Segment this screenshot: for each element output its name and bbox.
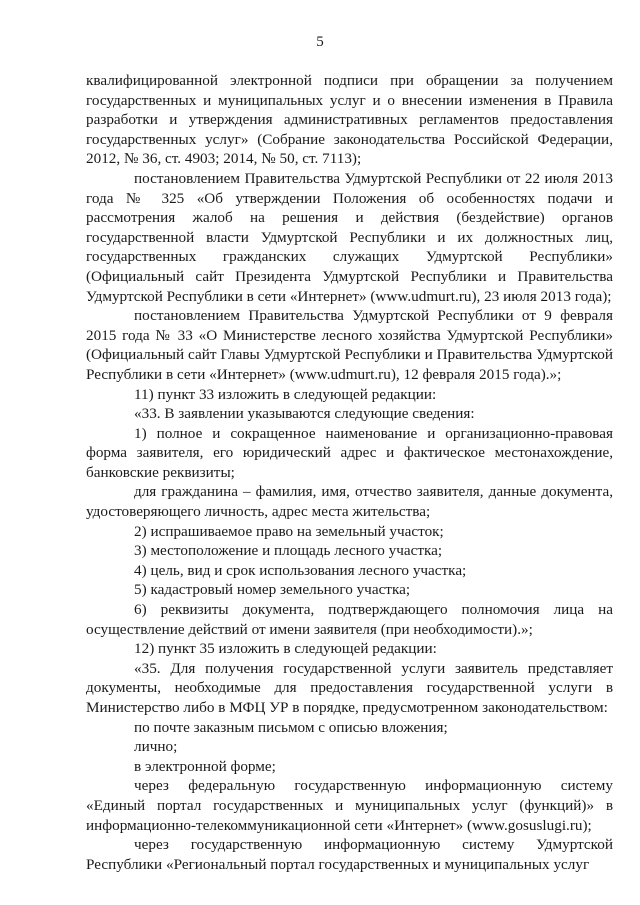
paragraph-list-item-6: 6) реквизиты документа, подтверждающего полномочия лица на осуществление действий от имени заявителя (при необходимости).»; [86, 601, 613, 638]
paragraph-resolution-325: постановлением Правительства Удмуртской Республики от 22 июля 2013 года № 325 «Об утверждении Положения об особенностях подачи и рассмотрения жалоб на решения и действия (бездействие) органов государственной власти Удмуртской Республики и их должностных лиц, государственных гражданских служащих Удмуртской Республики» (Официальный сайт Президента Удмуртской Республики и Правительства Удмуртской Республики в сети «Интернет» (www.udmurt.ru), 23 июля 2013 года); [86, 169, 613, 305]
paragraph-list-item-2: 2) испрашиваемое право на земельный участок; [134, 522, 444, 540]
paragraph-federal-portal: через федеральную государственную информационную систему «Единый портал государственных и муниципальных услуг (функций)» в информационно-телекоммуникационной сети «Интернет» (www.gosuslugi.ru); [86, 777, 613, 834]
paragraph-by-mail: по почте заказным письмом с описью вложения; [134, 718, 448, 736]
paragraph-clause-35: «35. Для получения государственной услуги заявитель представляет документы, необходимые для предоставления государственной услуги в Министерство либо в МФЦ УР в порядке, предусмотренном законодательством: [86, 659, 613, 716]
paragraph-resolution-33: постановлением Правительства Удмуртской Республики от 9 февраля 2015 года № 33 «О Министерстве лесного хозяйства Удмуртской Республики» (Официальный сайт Главы Удмуртской Республики и Правительства Удмуртской Республики в сети «Интернет» (www.udmurt.ru), 12 февраля 2015 года).»; [86, 307, 613, 383]
page-number: 5 [316, 34, 324, 50]
paragraph-continuation: квалифицированной электронной подписи при обращении за получением государственных и муниципальных услуг и о внесении изменения в Правила разработки и утверждения административных регламентов предоставления государственных услуг» (Собрание законодательства Российской Федерации, 2012, № 36, ст. 4903; 2014, № 50, ст. 7113); [86, 72, 613, 168]
document-body [86, 71, 613, 874]
paragraph-regional-portal: через государственную информационную систему Удмуртской Республики «Региональный портал государственных и муниципальных услуг [86, 836, 613, 873]
paragraph-list-item-3: 3) местоположение и площадь лесного участка; [134, 542, 443, 560]
paragraph-in-person: лично; [134, 738, 178, 756]
paragraph-list-item-4: 4) цель, вид и срок использования лесного участка; [134, 561, 467, 579]
paragraph-item-11: 11) пункт 33 изложить в следующей редакции: [134, 385, 437, 403]
paragraph-list-item-1: 1) полное и сокращенное наименование и организационно-правовая форма заявителя, его юридический адрес и фактическое местонахождение, банковские реквизиты; [86, 424, 613, 481]
paragraph-item-12: 12) пункт 35 изложить в следующей редакции: [134, 640, 437, 658]
paragraph-list-item-5: 5) кадастровый номер земельного участка; [134, 581, 411, 599]
paragraph-electronic: в электронной форме; [134, 757, 276, 775]
paragraph-citizen-info: для гражданина – фамилия, имя, отчество заявителя, данные документа, удостоверяющего личность, адрес места жительства; [86, 483, 613, 521]
paragraph-clause-33: «33. В заявлении указываются следующие сведения: [134, 405, 475, 423]
